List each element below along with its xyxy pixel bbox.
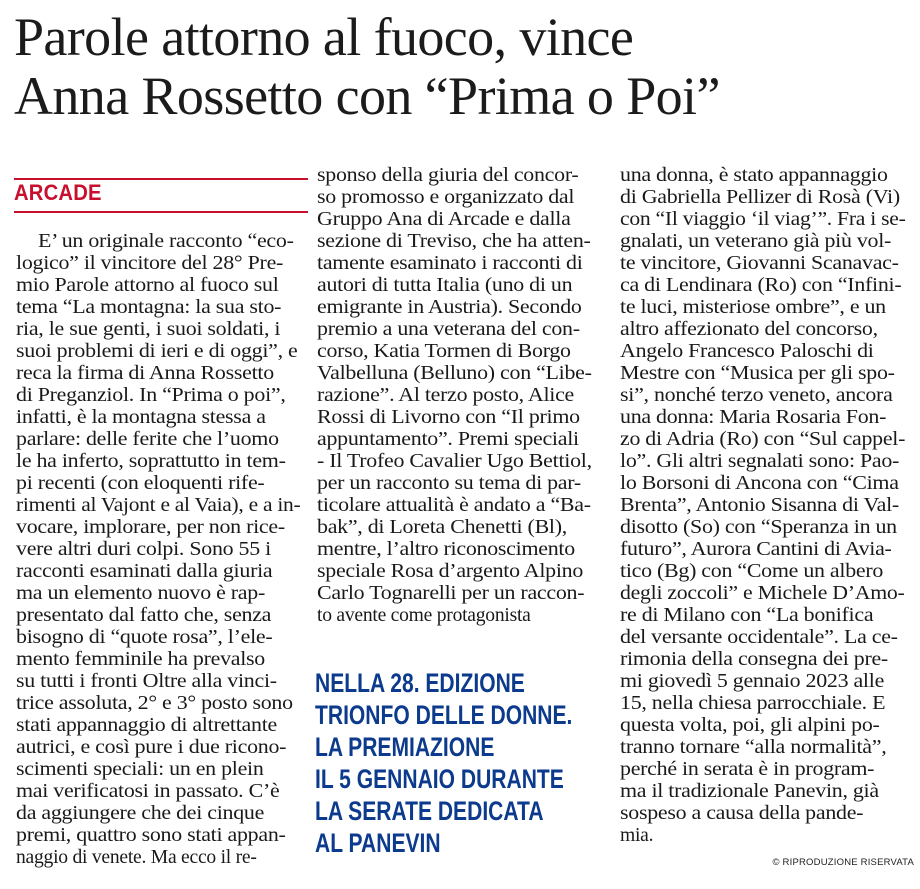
article-line: razione”. Al terzo posto, Alice bbox=[317, 385, 575, 406]
article-line: con “Il viaggio ‘il viag’”. Fra i se- bbox=[620, 209, 906, 230]
article-line: scimenti speciali: un en plein bbox=[16, 759, 264, 780]
article-line: si”, nonché terzo veneto, ancora bbox=[620, 385, 893, 406]
article-line: sezione di Treviso, che ha atten- bbox=[317, 231, 591, 252]
article-line: rimenti al Vajont e al Vaia), e a in- bbox=[16, 495, 301, 516]
article-line: zo di Adria (Ro) con “Sul cappel- bbox=[620, 429, 906, 450]
article-line: perché in serata è in program- bbox=[620, 759, 875, 780]
article-line: E’ un originale racconto “eco- bbox=[38, 231, 294, 252]
article-line: ca di Lendinara (Ro) con “Infini- bbox=[620, 275, 902, 296]
article-line: ma un elemento nuovo è rap- bbox=[16, 583, 265, 604]
article-line: parlare: delle ferite che l’uomo bbox=[16, 429, 279, 450]
article-line: naggio di venete. Ma ecco il re- bbox=[16, 847, 257, 868]
callout-line: IL 5 GENNAIO DURANTE bbox=[315, 764, 564, 794]
article-line: Brenta”, Antonio Sisanna di Val- bbox=[620, 495, 899, 516]
article-line: disotto (So) con “Speranza in un bbox=[620, 517, 897, 538]
article-line: Rossi di Livorno con “Il primo bbox=[317, 407, 580, 428]
article-line: vocare, implorare, per non rice- bbox=[16, 517, 285, 538]
article-line: tema “La montagna: la sua sto- bbox=[16, 297, 282, 318]
article-line: mai verificatosi in passato. C’è bbox=[16, 781, 280, 802]
headline-line-1: Parole attorno al fuoco, vince bbox=[14, 7, 634, 67]
callout-line: LA SERATE DEDICATA bbox=[315, 796, 544, 826]
article-line: gnalati, un veterano già più vol- bbox=[620, 231, 892, 252]
article-line: premi, quattro sono stati appan- bbox=[16, 825, 286, 846]
article-line: reca la firma di Anna Rossetto bbox=[16, 363, 274, 384]
article-line: ria, le sue genti, i suoi soldati, i bbox=[16, 319, 281, 340]
article-line: appuntamento”. Premi speciali bbox=[317, 429, 579, 450]
headline-line-2: Anna Rossetto con “Prima o Poi” bbox=[14, 66, 720, 126]
article-line: lo Borsoni di Ancona con “Cima bbox=[620, 473, 899, 494]
article-line: to avente come protagonista bbox=[317, 605, 531, 626]
article-line: bisogno di “quote rosa”, l’ele- bbox=[16, 627, 273, 648]
article-line: bak”, di Loreta Chenetti (Bl), bbox=[317, 517, 567, 538]
article-line: corso, Katia Tormen di Borgo bbox=[317, 341, 571, 362]
article-line: ma il tradizionale Panevin, già bbox=[620, 781, 879, 802]
article-line: suoi problemi di ieri e di oggi”, e bbox=[16, 341, 298, 362]
article-line: ticolare attualità è andato a “Ba- bbox=[317, 495, 591, 516]
article-line: Valbelluna (Belluno) con “Libe- bbox=[317, 363, 592, 384]
article-line: stati appannaggio di altrettante bbox=[16, 715, 277, 736]
article-line: Carlo Tognarelli per un raccon- bbox=[317, 583, 585, 604]
article-line: rimonia della consegna dei pre- bbox=[620, 649, 888, 670]
article-line: sospeso a causa della pande- bbox=[620, 803, 864, 824]
article-line: infatti, è la montagna stessa a bbox=[16, 407, 266, 428]
article-line: sponso della giuria del concor- bbox=[317, 165, 579, 186]
article-line: Mestre con “Musica per gli spo- bbox=[620, 363, 895, 384]
article-line: mio Parole attorno al fuoco sul bbox=[16, 275, 279, 296]
article-line: Gruppo Ana di Arcade e dalla bbox=[317, 209, 571, 230]
article-line: tranno tornare “alla normalità”, bbox=[620, 737, 887, 758]
article-line: autori di tutta Italia (uno di un bbox=[317, 275, 573, 296]
article-line: te luci, misteriose ombre”, e un bbox=[620, 297, 886, 318]
article-line: premio a una veterana del con- bbox=[317, 319, 580, 340]
article-line: te vincitore, Giovanni Scanavac- bbox=[620, 253, 899, 274]
headline bbox=[14, 8, 914, 126]
article-line: degli zoccoli” e Michele D’Amo- bbox=[620, 583, 905, 604]
article-line: logico” il vincitore del 28° Pre- bbox=[16, 253, 284, 274]
callout-line: TRIONFO DELLE DONNE. bbox=[315, 700, 573, 730]
article-line: emigrante in Austria). Secondo bbox=[317, 297, 582, 318]
article-line: - Il Trofeo Cavalier Ugo Bettiol, bbox=[317, 451, 592, 472]
article-line: 15, nella chiesa parrocchiale. E bbox=[620, 693, 886, 714]
article-line: mentre, l’altro riconoscimento bbox=[317, 539, 575, 560]
article-line: altro affezionato del concorso, bbox=[620, 319, 878, 340]
callout-line: LA PREMIAZIONE bbox=[315, 732, 495, 762]
article-line: questa volta, poi, gli alpini po- bbox=[620, 715, 880, 736]
article-line: vere altri duri colpi. Sono 55 i bbox=[16, 539, 271, 560]
callout-line: AL PANEVIN bbox=[315, 828, 441, 858]
article-line: una donna, è stato appannaggio bbox=[620, 165, 888, 186]
article-line: tamente esaminato i racconti di bbox=[317, 253, 583, 274]
article-line: futuro”, Aurora Cantini di Avia- bbox=[620, 539, 892, 560]
article-line: re di Milano con “La bonifica bbox=[620, 605, 874, 626]
article-line: trice assoluta, 2° e 3° posto sono bbox=[16, 693, 293, 714]
article-line: presentato dal fatto che, senza bbox=[16, 605, 272, 626]
article-line: di Gabriella Pellizer di Rosà (Vi) bbox=[620, 187, 900, 208]
article-line: di Preganziol. In “Prima o poi”, bbox=[16, 385, 286, 406]
article-line: una donna: Maria Rosaria Fon- bbox=[620, 407, 887, 428]
article-line: lo”. Gli altri segnalati sono: Pao- bbox=[620, 451, 900, 472]
article-line: Angelo Francesco Paloschi di bbox=[620, 341, 874, 362]
article-line: tico (Bg) con “Come un albero bbox=[620, 561, 884, 582]
article-line: mia. bbox=[620, 825, 654, 846]
kicker-location: ARCADE bbox=[14, 180, 102, 205]
article-line: le ha inferto, soprattutto in tem- bbox=[16, 451, 286, 472]
article-line: mento femminile ha prevalso bbox=[16, 649, 266, 670]
article-line: speciale Rosa d’argento Alpino bbox=[317, 561, 584, 582]
article-line: pi recenti (con eloquenti rife- bbox=[16, 473, 265, 494]
article-line: autrici, e così pure i due ricono- bbox=[16, 737, 287, 758]
article-line: mi giovedì 5 gennaio 2023 alle bbox=[620, 671, 885, 692]
article-line: da aggiungere che dei cinque bbox=[16, 803, 265, 824]
article-line: racconti esaminati dalla giuria bbox=[16, 561, 273, 582]
copyright-footer: © RIPRODUZIONE RISERVATA bbox=[772, 857, 914, 868]
article-line: del versante occidentale”. La ce- bbox=[620, 627, 898, 648]
article-line: so promosso e organizzato dal bbox=[317, 187, 575, 208]
article-line: su tutti i fronti Oltre alla vinci- bbox=[16, 671, 277, 692]
callout-line: NELLA 28. EDIZIONE bbox=[315, 668, 525, 698]
kicker-rule-bottom bbox=[14, 211, 308, 213]
article-line: per un racconto su tema di par- bbox=[317, 473, 581, 494]
